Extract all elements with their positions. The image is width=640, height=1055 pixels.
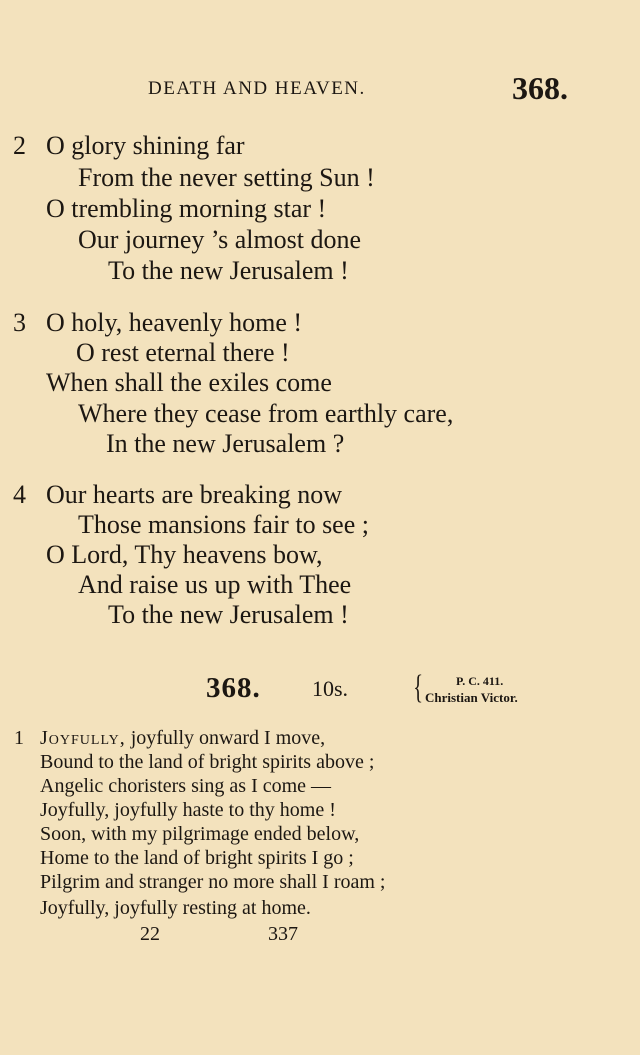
stanza-line: Joyfully, joyfully haste to thy home ! (40, 799, 336, 821)
verse-line: Our journey ’s almost done (78, 225, 362, 254)
stanza-line: Angelic choristers sing as I come — (40, 775, 332, 797)
verse-number: 3 (13, 308, 26, 337)
verse-number: 2 (13, 131, 26, 160)
tune-name: Christian Victor. (425, 690, 518, 705)
verse-line: Where they cease from earthly care, (78, 399, 454, 428)
stanza-line: Home to the land of bright spirits I go ; (40, 847, 354, 869)
hymn-heading (0, 669, 640, 712)
verse-line: O rest eternal there ! (76, 338, 290, 367)
stanza-line: Soon, with my pilgrimage ended below, (40, 823, 360, 845)
stanza-number: 1 (14, 727, 24, 749)
verse-line: O Lord, Thy heavens bow, (46, 540, 323, 569)
brace-glyph: { (413, 669, 424, 706)
verse-line: Our hearts are breaking now (46, 480, 342, 509)
verse-line: O trembling morning star ! (46, 194, 327, 223)
stanza-line: Bound to the land of bright spirits above ; (40, 751, 375, 773)
verse-number: 4 (13, 480, 26, 509)
verse-line: From the never setting Sun ! (78, 163, 375, 192)
verse-line: O holy, heavenly home ! (46, 308, 303, 337)
verse-line: When shall the exiles come (46, 368, 332, 397)
tune-reference: P. C. 411. (456, 674, 504, 688)
verse-line: To the new Jerusalem ! (108, 600, 349, 629)
verse-line: To the new Jerusalem ! (108, 256, 349, 285)
stanza-line: Pilgrim and stranger no more shall I roam ; (40, 871, 386, 893)
first-line-rest: joyfully onward I move, (125, 727, 326, 749)
hymn-number: 368. (206, 672, 261, 704)
hymn-meter: 10s. (312, 676, 349, 701)
folio-number: 337 (268, 923, 298, 945)
running-title: DEATH AND HEAVEN. (148, 78, 366, 99)
stanza-first-line (40, 726, 325, 750)
first-word: Joyfully, (40, 727, 126, 749)
page-number: 368. (512, 70, 568, 106)
page-header (0, 70, 640, 110)
verse-line: O glory shining far (46, 131, 245, 160)
verse-line: Those mansions fair to see ; (78, 510, 369, 539)
signature-mark: 22 (140, 923, 160, 945)
verse-line: And raise us up with Thee (78, 570, 352, 599)
verse-line: In the new Jerusalem ? (106, 429, 345, 458)
stanza-line: Joyfully, joyfully resting at home. (40, 897, 311, 919)
